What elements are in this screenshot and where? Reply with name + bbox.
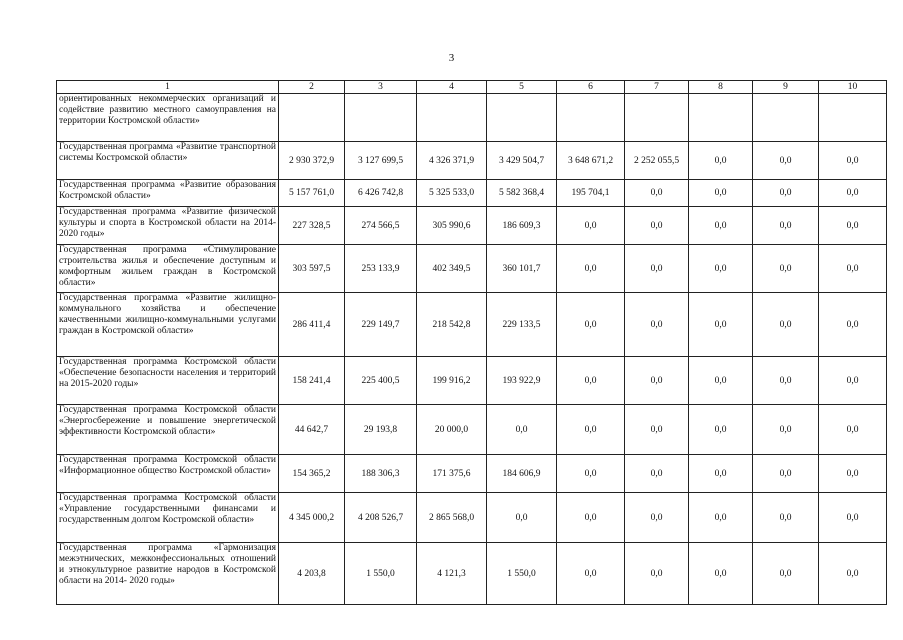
value-cell: 1 550,0 xyxy=(345,543,417,605)
value-cell: 195 704,1 xyxy=(557,180,625,207)
value-cell: 2 865 568,0 xyxy=(417,493,487,543)
value-cell: 0,0 xyxy=(753,543,819,605)
value-cell: 0,0 xyxy=(557,455,625,493)
table-row xyxy=(57,455,887,493)
value-cell: 199 916,2 xyxy=(417,357,487,405)
value-cell: 3 429 504,7 xyxy=(487,142,557,180)
header-cell: 8 xyxy=(689,81,753,94)
value-cell xyxy=(753,94,819,142)
value-cell: 274 566,5 xyxy=(345,207,417,245)
value-cell: 0,0 xyxy=(625,455,689,493)
value-cell: 171 375,6 xyxy=(417,455,487,493)
header-cell: 9 xyxy=(753,81,819,94)
value-cell: 188 306,3 xyxy=(345,455,417,493)
value-cell: 0,0 xyxy=(625,180,689,207)
value-cell: 154 365,2 xyxy=(279,455,345,493)
header-cell: 5 xyxy=(487,81,557,94)
value-cell: 0,0 xyxy=(753,180,819,207)
table-row xyxy=(57,543,887,605)
value-cell: 0,0 xyxy=(819,543,887,605)
value-cell: 0,0 xyxy=(557,543,625,605)
value-cell: 186 609,3 xyxy=(487,207,557,245)
value-cell: 0,0 xyxy=(689,405,753,455)
value-cell: 2 252 055,5 xyxy=(625,142,689,180)
value-cell: 0,0 xyxy=(753,493,819,543)
value-cell: 4 345 000,2 xyxy=(279,493,345,543)
value-cell: 0,0 xyxy=(689,142,753,180)
value-cell xyxy=(279,94,345,142)
value-cell: 4 326 371,9 xyxy=(417,142,487,180)
value-cell: 0,0 xyxy=(625,357,689,405)
value-cell: 3 648 671,2 xyxy=(557,142,625,180)
program-name-cell: Государственная программа Костромской области «Обеспечение безопасности населения и территорий на 2015-2020 годы» xyxy=(57,357,279,405)
value-cell: 0,0 xyxy=(557,405,625,455)
value-cell: 184 606,9 xyxy=(487,455,557,493)
value-cell: 303 597,5 xyxy=(279,245,345,293)
value-cell xyxy=(487,94,557,142)
value-cell: 0,0 xyxy=(819,293,887,357)
value-cell: 0,0 xyxy=(753,293,819,357)
value-cell: 0,0 xyxy=(753,142,819,180)
header-cell: 6 xyxy=(557,81,625,94)
table-row xyxy=(57,493,887,543)
value-cell: 5 325 533,0 xyxy=(417,180,487,207)
value-cell: 360 101,7 xyxy=(487,245,557,293)
value-cell: 0,0 xyxy=(819,207,887,245)
header-cell: 7 xyxy=(625,81,689,94)
program-name-cell: ориентированных некоммерческих организаций и содействие развитию местного самоуправления на территории Костромской области» xyxy=(57,94,279,142)
value-cell: 0,0 xyxy=(819,357,887,405)
header-cell: 2 xyxy=(279,81,345,94)
value-cell: 0,0 xyxy=(557,493,625,543)
value-cell: 0,0 xyxy=(753,245,819,293)
value-cell: 229 133,5 xyxy=(487,293,557,357)
value-cell: 20 000,0 xyxy=(417,405,487,455)
value-cell xyxy=(557,94,625,142)
value-cell: 0,0 xyxy=(557,207,625,245)
value-cell: 0,0 xyxy=(625,293,689,357)
value-cell: 253 133,9 xyxy=(345,245,417,293)
value-cell: 0,0 xyxy=(557,293,625,357)
value-cell: 0,0 xyxy=(689,493,753,543)
header-row xyxy=(57,81,887,94)
program-name-cell: Государственная программа «Развитие образования Костромской области» xyxy=(57,180,279,207)
value-cell: 0,0 xyxy=(689,245,753,293)
value-cell: 225 400,5 xyxy=(345,357,417,405)
value-cell: 402 349,5 xyxy=(417,245,487,293)
table-row xyxy=(57,405,887,455)
header-cell: 4 xyxy=(417,81,487,94)
table-row xyxy=(57,245,887,293)
table-row xyxy=(57,142,887,180)
value-cell: 0,0 xyxy=(753,455,819,493)
program-name-cell: Государственная программа Костромской области «Энергосбережение и повышение энергетической эффективности Костромской области» xyxy=(57,405,279,455)
value-cell: 0,0 xyxy=(819,142,887,180)
header-cell: 1 xyxy=(57,81,279,94)
table-row xyxy=(57,207,887,245)
value-cell: 0,0 xyxy=(689,180,753,207)
value-cell: 0,0 xyxy=(819,493,887,543)
table-row xyxy=(57,293,887,357)
value-cell: 0,0 xyxy=(753,207,819,245)
value-cell xyxy=(689,94,753,142)
value-cell: 4 121,3 xyxy=(417,543,487,605)
program-name-cell: Государственная программа «Развитие транспортной системы Костромской области» xyxy=(57,142,279,180)
program-name-cell: Государственная программа Костромской области «Информационное общество Костромской области» xyxy=(57,455,279,493)
value-cell: 0,0 xyxy=(689,357,753,405)
value-cell: 0,0 xyxy=(487,405,557,455)
value-cell: 0,0 xyxy=(819,180,887,207)
value-cell: 5 582 368,4 xyxy=(487,180,557,207)
program-name-cell: Государственная программа «Развитие физической культуры и спорта в Костромской области на 2014-2020 годы» xyxy=(57,207,279,245)
value-cell: 0,0 xyxy=(753,405,819,455)
page-number: 3 xyxy=(448,52,455,64)
program-name-cell: Государственная программа «Гармонизация межэтнических, межконфессиональных отношений и этнокультурное развитие народов в Костромской области на 2014- 2020 годы» xyxy=(57,543,279,605)
table-row xyxy=(57,180,887,207)
header-cell: 10 xyxy=(819,81,887,94)
value-cell: 0,0 xyxy=(689,207,753,245)
value-cell: 0,0 xyxy=(689,543,753,605)
value-cell: 0,0 xyxy=(557,245,625,293)
value-cell: 4 203,8 xyxy=(279,543,345,605)
value-cell: 29 193,8 xyxy=(345,405,417,455)
value-cell: 0,0 xyxy=(753,357,819,405)
program-name-cell: Государственная программа Костромской области «Управление государственными финансами и государственным долгом Костромской области» xyxy=(57,493,279,543)
value-cell: 0,0 xyxy=(557,357,625,405)
value-cell: 0,0 xyxy=(689,455,753,493)
value-cell: 0,0 xyxy=(625,207,689,245)
value-cell: 4 208 526,7 xyxy=(345,493,417,543)
budget-table xyxy=(56,80,887,605)
value-cell xyxy=(819,94,887,142)
value-cell: 6 426 742,8 xyxy=(345,180,417,207)
value-cell: 2 930 372,9 xyxy=(279,142,345,180)
table-row xyxy=(57,94,887,142)
value-cell: 193 922,9 xyxy=(487,357,557,405)
value-cell: 0,0 xyxy=(819,405,887,455)
value-cell: 305 990,6 xyxy=(417,207,487,245)
program-name-cell: Государственная программа «Стимулирование строительства жилья и обеспечение доступным и комфортным жильем граждан в Костромской области» xyxy=(57,245,279,293)
value-cell: 3 127 699,5 xyxy=(345,142,417,180)
value-cell: 0,0 xyxy=(689,293,753,357)
value-cell: 158 241,4 xyxy=(279,357,345,405)
value-cell: 218 542,8 xyxy=(417,293,487,357)
value-cell: 5 157 761,0 xyxy=(279,180,345,207)
value-cell: 0,0 xyxy=(487,493,557,543)
value-cell: 0,0 xyxy=(819,245,887,293)
value-cell: 0,0 xyxy=(625,543,689,605)
header-cell: 3 xyxy=(345,81,417,94)
value-cell: 229 149,7 xyxy=(345,293,417,357)
value-cell: 0,0 xyxy=(625,245,689,293)
value-cell: 286 411,4 xyxy=(279,293,345,357)
value-cell xyxy=(417,94,487,142)
value-cell xyxy=(625,94,689,142)
program-name-cell: Государственная программа «Развитие жилищно-коммунального хозяйства и обеспечение качественными жилищно-коммунальными услугами граждан в Костромской области» xyxy=(57,293,279,357)
value-cell: 0,0 xyxy=(625,405,689,455)
value-cell xyxy=(345,94,417,142)
value-cell: 0,0 xyxy=(625,493,689,543)
value-cell: 0,0 xyxy=(819,455,887,493)
value-cell: 1 550,0 xyxy=(487,543,557,605)
value-cell: 44 642,7 xyxy=(279,405,345,455)
value-cell: 227 328,5 xyxy=(279,207,345,245)
table-row xyxy=(57,357,887,405)
